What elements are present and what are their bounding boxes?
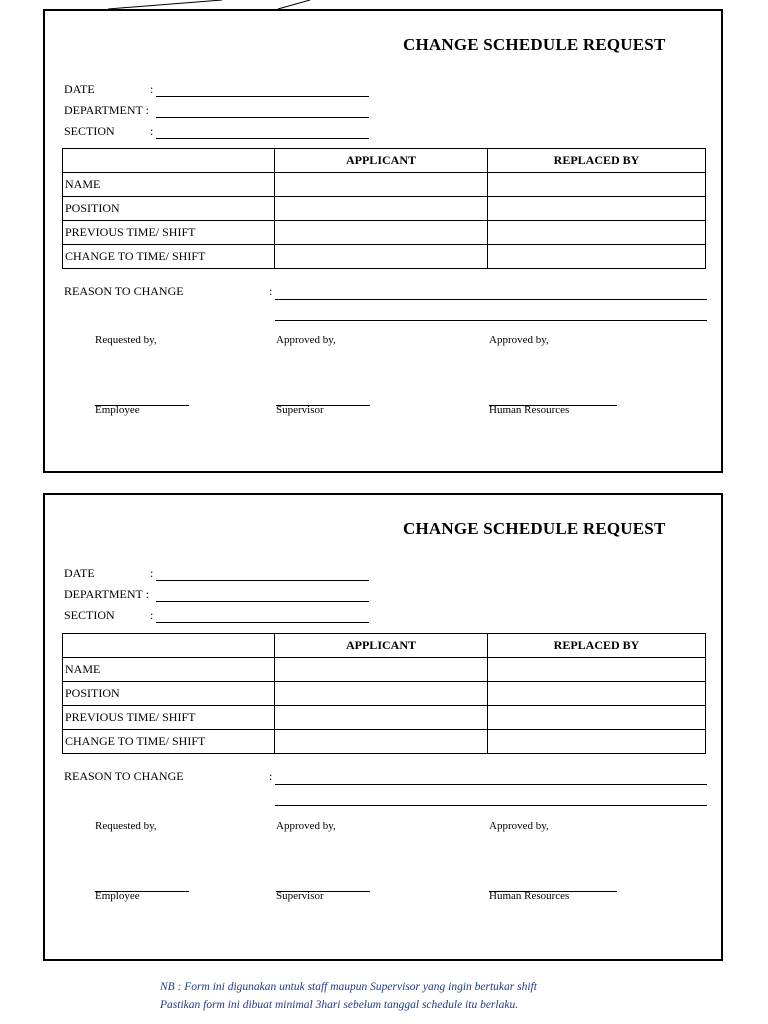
human-resources-label: Human Resources xyxy=(489,890,570,902)
applicant-previous-shift-cell[interactable] xyxy=(275,221,488,245)
section-input-line[interactable] xyxy=(156,138,369,139)
table-header-applicant: APPLICANT xyxy=(275,634,488,658)
table-row xyxy=(63,730,706,754)
row-label-change-shift: CHANGE TO TIME/ SHIFT xyxy=(63,245,275,269)
department-label: DEPARTMENT : xyxy=(64,103,149,117)
table-row xyxy=(63,245,706,269)
reason-colon: : xyxy=(269,284,273,298)
table-header-applicant: APPLICANT xyxy=(275,149,488,173)
form-title: CHANGE SCHEDULE REQUEST xyxy=(403,519,666,538)
replaced-name-cell[interactable] xyxy=(488,173,706,197)
date-label: DATE xyxy=(64,82,95,96)
approved-by-hr-label: Approved by, xyxy=(489,334,549,346)
replaced-position-cell[interactable] xyxy=(488,682,706,706)
reason-field xyxy=(64,284,273,299)
change-schedule-form-2 xyxy=(43,493,723,961)
table-header-blank xyxy=(63,149,275,173)
date-colon: : xyxy=(150,82,154,96)
reason-input-line-2[interactable] xyxy=(275,805,707,806)
table-row xyxy=(63,221,706,245)
supervisor-label: Supervisor xyxy=(276,404,324,416)
replaced-previous-shift-cell[interactable] xyxy=(488,221,706,245)
applicant-change-shift-cell[interactable] xyxy=(275,730,488,754)
table-header-replaced-by: REPLACED BY xyxy=(488,149,706,173)
table-row xyxy=(63,682,706,706)
department-input-line[interactable] xyxy=(156,601,369,602)
row-label-position: POSITION xyxy=(63,682,275,706)
department-input-line[interactable] xyxy=(156,117,369,118)
applicant-name-cell[interactable] xyxy=(275,658,488,682)
replaced-previous-shift-cell[interactable] xyxy=(488,706,706,730)
applicant-name-cell[interactable] xyxy=(275,173,488,197)
table-row xyxy=(63,706,706,730)
row-label-change-shift: CHANGE TO TIME/ SHIFT xyxy=(63,730,275,754)
employee-label: Employee xyxy=(95,890,140,902)
change-schedule-form-1 xyxy=(43,9,723,473)
reason-input-line-1[interactable] xyxy=(275,299,707,300)
row-label-position: POSITION xyxy=(63,197,275,221)
replaced-position-cell[interactable] xyxy=(488,197,706,221)
date-input-line[interactable] xyxy=(156,580,369,581)
table-header-blank xyxy=(63,634,275,658)
schedule-table xyxy=(62,633,706,754)
row-label-name: NAME xyxy=(63,658,275,682)
approved-by-supervisor-label: Approved by, xyxy=(276,334,336,346)
schedule-table xyxy=(62,148,706,269)
row-label-previous-shift: PREVIOUS TIME/ SHIFT xyxy=(63,221,275,245)
table-header-replaced-by: REPLACED BY xyxy=(488,634,706,658)
replaced-name-cell[interactable] xyxy=(488,658,706,682)
table-row xyxy=(63,658,706,682)
section-colon: : xyxy=(150,124,154,138)
section-label: SECTION xyxy=(64,608,115,622)
section-label: SECTION xyxy=(64,124,115,138)
section-colon: : xyxy=(150,608,154,622)
row-label-name: NAME xyxy=(63,173,275,197)
date-label: DATE xyxy=(64,566,95,580)
supervisor-label: Supervisor xyxy=(276,890,324,902)
reason-label: REASON TO CHANGE xyxy=(64,769,184,783)
requested-by-label: Requested by, xyxy=(95,820,157,832)
reason-input-line-2[interactable] xyxy=(275,320,707,321)
date-input-line[interactable] xyxy=(156,96,369,97)
reason-colon: : xyxy=(269,769,273,783)
applicant-position-cell[interactable] xyxy=(275,197,488,221)
approved-by-hr-label: Approved by, xyxy=(489,820,549,832)
replaced-change-shift-cell[interactable] xyxy=(488,730,706,754)
replaced-change-shift-cell[interactable] xyxy=(488,245,706,269)
approved-by-supervisor-label: Approved by, xyxy=(276,820,336,832)
reason-input-line-1[interactable] xyxy=(275,784,707,785)
employee-label: Employee xyxy=(95,404,140,416)
note-line-1: NB : Form ini digunakan untuk staff maupun Supervisor yang ingin bertukar shift xyxy=(160,981,537,993)
row-label-previous-shift: PREVIOUS TIME/ SHIFT xyxy=(63,706,275,730)
applicant-change-shift-cell[interactable] xyxy=(275,245,488,269)
requested-by-label: Requested by, xyxy=(95,334,157,346)
date-colon: : xyxy=(150,566,154,580)
reason-label: REASON TO CHANGE xyxy=(64,284,184,298)
applicant-position-cell[interactable] xyxy=(275,682,488,706)
applicant-previous-shift-cell[interactable] xyxy=(275,706,488,730)
table-row xyxy=(63,197,706,221)
human-resources-label: Human Resources xyxy=(489,404,570,416)
note-line-2: Pastikan form ini dibuat minimal 3hari sebelum tanggal schedule itu berlaku. xyxy=(160,999,519,1011)
form-title: CHANGE SCHEDULE REQUEST xyxy=(403,35,666,54)
department-label: DEPARTMENT : xyxy=(64,587,149,601)
table-row xyxy=(63,173,706,197)
section-input-line[interactable] xyxy=(156,622,369,623)
reason-field xyxy=(64,769,273,784)
table-header-row xyxy=(63,634,706,658)
table-header-row xyxy=(63,149,706,173)
